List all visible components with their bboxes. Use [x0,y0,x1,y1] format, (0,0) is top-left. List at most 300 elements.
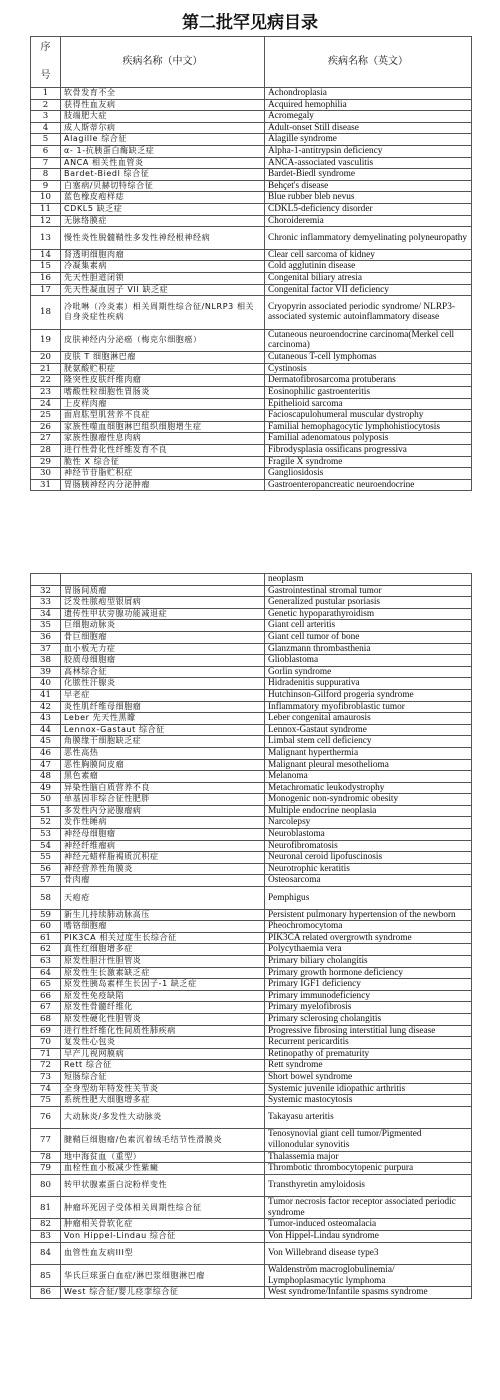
disease-name-zh: 蓝色橡皮疱样痣 [61,192,265,204]
disease-name-zh: 真性红细胞增多症 [61,944,265,956]
disease-name-zh: 肿瘤坏死因子受体相关周期性综合征 [61,1197,265,1219]
disease-name-en: Neurofibromatosis [265,840,472,852]
table-row [31,620,472,632]
table-row [31,932,472,944]
row-number: 8 [31,169,61,181]
table-row [31,284,472,296]
row-number: 19 [31,329,61,352]
disease-name-zh: 原发性硬化性胆管炎 [61,1013,265,1025]
disease-name-en: Acromegaly [265,111,472,123]
disease-name-zh: 胱氨酸贮积症 [61,363,265,375]
row-number: 59 [31,909,61,921]
row-number: 4 [31,122,61,134]
disease-name-zh: 胶质母细胞瘤 [61,655,265,667]
row-number: 45 [31,736,61,748]
disease-name-zh: 骨肉瘤 [61,875,265,887]
disease-name-en: Neuroblastoma [265,829,472,841]
page-title: 第二批罕见病目录 [182,13,318,33]
disease-name-en: Primary myelofibrosis [265,1002,472,1014]
disease-name-zh: 短肠综合征 [61,1071,265,1083]
header-number: 序 号 [31,37,61,88]
row-number: 5 [31,134,61,146]
disease-name-zh: 肾透明细胞肉瘤 [61,249,265,261]
disease-name-zh: 原发性生长激素缺乏症 [61,967,265,979]
disease-name-zh: 大动脉炎/多发性大动脉炎 [61,1106,265,1129]
disease-name-zh: 新生儿持续肺动脉高压 [61,909,265,921]
table-row [31,1106,472,1129]
disease-name-zh: Bardet-Biedl 综合征 [61,169,265,181]
disease-name-zh: 系统性肥大细胞增多症 [61,1095,265,1107]
disease-name-en: Multiple endocrine neoplasia [265,805,472,817]
table-row [31,1174,472,1197]
disease-name-en: Choroideremia [265,215,472,227]
row-number: 41 [31,689,61,701]
disease-name-zh: 角膜缘干细胞缺乏症 [61,736,265,748]
row-number: 18 [31,296,61,330]
row-number: 36 [31,631,61,643]
row-number: 26 [31,421,61,433]
disease-name-zh: 进行性骨化性纤维发育不良 [61,445,265,457]
disease-name-en: CDKL5-deficiency disorder [265,203,472,215]
disease-name-en: Neuronal ceroid lipofuscinosis [265,852,472,864]
table-row [31,363,472,375]
table-row [31,875,472,887]
disease-name-zh: 原发性骨髓纤维化 [61,1002,265,1014]
disease-name-en: Gangliosidosis [265,468,472,480]
disease-name-en: Leber congenital amaurosis [265,713,472,725]
table-row [31,655,472,667]
table-row [31,433,472,445]
table-row [31,852,472,864]
disease-name-en: Clear cell sarcoma of kidney [265,249,472,261]
disease-name-zh: 胃肠间质瘤 [61,585,265,597]
disease-name-zh: Rett 综合征 [61,1060,265,1072]
table-row [31,1219,472,1231]
disease-name-zh: PIK3CA 相关过度生长综合征 [61,932,265,944]
row-number: 31 [31,479,61,491]
disease-name-en: Cutaneous neuroendocrine carcinoma(Merkel cell carcinoma) [265,329,472,352]
disease-name-en: Glanzmann thrombasthenia [265,643,472,655]
disease-name-zh: 神经节苷脂贮积症 [61,468,265,480]
row-number: 6 [31,145,61,157]
disease-name-zh: 恶性高热 [61,747,265,759]
disease-name-zh: 骨巨细胞瘤 [61,631,265,643]
disease-name-en: Acquired hemophilia [265,99,472,111]
disease-name-en: Takayasu arteritis [265,1106,472,1129]
row-number: 24 [31,398,61,410]
table-row [31,134,472,146]
table-row [31,585,472,597]
row-number: 22 [31,375,61,387]
disease-name-zh: 进行性纤维化性间质性肺疾病 [61,1025,265,1037]
table-row [31,747,472,759]
table-header [31,37,472,88]
table-row [31,203,472,215]
disease-name-en: Osteosarcoma [265,875,472,887]
disease-name-en: Monogenic non-syndromic obesity [265,794,472,806]
row-number: 21 [31,363,61,375]
row-number: 30 [31,468,61,480]
disease-name-zh: 化脓性汗腺炎 [61,678,265,690]
row-number: 84 [31,1242,61,1265]
disease-name-zh: 脆性 X 综合征 [61,456,265,468]
row-number: 38 [31,655,61,667]
row-number: 68 [31,1013,61,1025]
disease-name-en: Transthyretin amyloidosis [265,1174,472,1197]
header-english-name: 疾病名称（英文） [265,37,472,88]
row-number: 15 [31,261,61,273]
table-row [31,678,472,690]
disease-name-en: Melanoma [265,771,472,783]
row-number: 71 [31,1048,61,1060]
disease-name-zh: 原发性胆汁性胆管炎 [61,956,265,968]
table-row [31,1048,472,1060]
disease-name-en: neoplasm [265,574,472,586]
disease-name-zh: 软骨发育不全 [61,88,265,100]
table-row [31,805,472,817]
disease-name-zh: 巨细胞动脉炎 [61,620,265,632]
disease-name-zh: 家族性噬血细胞淋巴组织细胞增生症 [61,421,265,433]
table-row [31,782,472,794]
row-number: 55 [31,852,61,864]
row-number: 65 [31,979,61,991]
table-row [31,1129,472,1151]
row-number: 63 [31,956,61,968]
disease-name-zh: Von Hippel-Lindau 综合征 [61,1231,265,1243]
row-number: 10 [31,192,61,204]
table-row [31,1095,472,1107]
row-number: 70 [31,1037,61,1049]
disease-name-en: Von Willebrand disease type3 [265,1242,472,1265]
row-number: 51 [31,805,61,817]
table-row [31,456,472,468]
table-row [31,1265,472,1287]
disease-name-en: ANCA-associated vasculitis [265,157,472,169]
disease-name-zh: 获得性血友病 [61,99,265,111]
row-number: 52 [31,817,61,829]
row-number: 61 [31,932,61,944]
disease-name-zh: 地中海贫血（重型） [61,1151,265,1163]
disease-name-zh: 嗜铬细胞瘤 [61,921,265,933]
disease-name-zh: ANCA 相关性血管炎 [61,157,265,169]
disease-name-en: Polycythaemia vera [265,944,472,956]
table-row [31,597,472,609]
row-number: 1 [31,88,61,100]
disease-name-en: Gastrointestinal stromal tumor [265,585,472,597]
disease-name-en: Pemphigus [265,887,472,910]
row-number: 33 [31,597,61,609]
disease-name-en: Malignant pleural mesothelioma [265,759,472,771]
disease-name-en: Cutaneous T-cell lymphomas [265,352,472,364]
disease-name-en: West syndrome/Infantile spasms syndrome [265,1287,472,1299]
table-row [31,296,472,330]
row-number: 39 [31,666,61,678]
table-row [31,713,472,725]
disease-name-en: Familial hemophagocytic lymphohistiocytosis [265,421,472,433]
disease-name-zh: 白塞病/贝赫切特综合征 [61,180,265,192]
header-chinese-name: 疾病名称（中文） [61,37,265,88]
disease-name-en: PIK3CA related overgrowth syndrome [265,932,472,944]
disease-name-en: Thrombotic thrombocytopenic purpura [265,1163,472,1175]
rare-disease-table-part1 [30,36,472,491]
disease-name-en: Metachromatic leukodystrophy [265,782,472,794]
row-number: 62 [31,944,61,956]
disease-name-zh: 皮肤 T 细胞淋巴瘤 [61,352,265,364]
disease-name-en: Waldenström macroglobulinemia/ Lymphoplasmacytic lymphoma [265,1265,472,1287]
disease-name-zh: 单基因非综合征性肥胖 [61,794,265,806]
table-row [31,840,472,852]
table-row [31,887,472,910]
disease-name-en: Systemic juvenile idiopathic arthritis [265,1083,472,1095]
table-row [31,1231,472,1243]
disease-name-en: Hutchinson-Gilford progeria syndrome [265,689,472,701]
disease-name-zh: 家族性腺瘤性息肉病 [61,433,265,445]
row-number: 85 [31,1265,61,1287]
table-row [31,192,472,204]
table-row [31,967,472,979]
row-number: 76 [31,1106,61,1129]
table-row [31,990,472,1002]
row-number: 28 [31,445,61,457]
row-number: 32 [31,585,61,597]
table-row [31,1242,472,1265]
row-number: 46 [31,747,61,759]
row-number: 20 [31,352,61,364]
disease-name-zh: 隆突性皮肤纤维肉瘤 [61,375,265,387]
row-number: 2 [31,99,61,111]
row-number: 64 [31,967,61,979]
rare-disease-table-part2 [30,573,472,1299]
disease-name-en: Pheochromocytoma [265,921,472,933]
row-number: 58 [31,887,61,910]
row-number: 81 [31,1197,61,1219]
table-row [31,169,472,181]
disease-name-en: Genetic hypoparathyroidism [265,608,472,620]
disease-name-en: Systemic mastocytosis [265,1095,472,1107]
table-row [31,736,472,748]
table-row [31,272,472,284]
table-row [31,421,472,433]
table-row [31,829,472,841]
disease-name-en: Progressive fibrosing interstitial lung disease [265,1025,472,1037]
row-number: 49 [31,782,61,794]
disease-name-en: Neurotrophic keratitis [265,863,472,875]
disease-name-zh: 冷凝集素病 [61,261,265,273]
disease-name-zh: 遗传性甲状旁腺功能减退症 [61,608,265,620]
table-row [31,180,472,192]
disease-name-zh: 神经纤维瘤病 [61,840,265,852]
row-number: 75 [31,1095,61,1107]
row-number: 53 [31,829,61,841]
table-row [31,863,472,875]
disease-name-en: Gorlin syndrome [265,666,472,678]
disease-name-en: Primary sclerosing cholangitis [265,1013,472,1025]
table-row [31,724,472,736]
row-number: 27 [31,433,61,445]
table-row [31,1083,472,1095]
disease-name-zh: 复发性心包炎 [61,1037,265,1049]
disease-name-en: Hidradenitis suppurativa [265,678,472,690]
disease-name-en: Recurrent pericarditis [265,1037,472,1049]
disease-name-zh: 胃肠胰神经内分泌肿瘤 [61,479,265,491]
row-number: 66 [31,990,61,1002]
table-row [31,352,472,364]
disease-name-zh: 转甲状腺素蛋白淀粉样变性 [61,1174,265,1197]
row-number: 83 [31,1231,61,1243]
disease-name-en: Cryopyrin associated periodic syndrome/ NLRP3-associated systemic autoinflammatory disease [265,296,472,330]
row-number: 79 [31,1163,61,1175]
row-number: 48 [31,771,61,783]
table-row [31,410,472,422]
table-row [31,1002,472,1014]
table-row [31,701,472,713]
row-number: 72 [31,1060,61,1072]
row-number: 74 [31,1083,61,1095]
disease-name-en: Familial adenomatous polyposis [265,433,472,445]
disease-name-en: Fibrodysplasia ossificans progressiva [265,445,472,457]
disease-name-zh: 神经母细胞瘤 [61,829,265,841]
table-row [31,666,472,678]
disease-name-zh [61,574,265,586]
disease-name-zh: 神经营养性角膜炎 [61,863,265,875]
row-number: 47 [31,759,61,771]
disease-name-zh: 多发性内分泌腺瘤病 [61,805,265,817]
table-row [31,631,472,643]
row-number: 11 [31,203,61,215]
row-number: 14 [31,249,61,261]
row-number: 54 [31,840,61,852]
disease-name-en: Von Hippel-Lindau syndrome [265,1231,472,1243]
disease-name-en: Tenosynovial giant cell tumor/Pigmented villonodular synovitis [265,1129,472,1151]
table-row [31,157,472,169]
disease-name-zh: CDKL5 缺乏症 [61,203,265,215]
disease-name-en: Alagille syndrome [265,134,472,146]
row-number: 9 [31,180,61,192]
table-row [31,88,472,100]
disease-name-zh: 高林综合征 [61,666,265,678]
table-row [31,608,472,620]
disease-name-en: Chronic inflammatory demyelinating polyneuropathy [265,227,472,250]
disease-name-zh: 全身型幼年特发性关节炎 [61,1083,265,1095]
disease-name-zh: 泛发性脓疱型银屑病 [61,597,265,609]
row-number: 60 [31,921,61,933]
disease-name-en: Alpha-1-antitrypsin deficiency [265,145,472,157]
disease-name-en: Blue rubber bleb nevus [265,192,472,204]
disease-name-en: Gastroenteropancreatic neuroendocrine [265,479,472,491]
disease-name-en: Cold agglutinin disease [265,261,472,273]
table-row [31,817,472,829]
table-row [31,375,472,387]
disease-name-zh: 血管性血友病III型 [61,1242,265,1265]
disease-name-zh: 腱鞘巨细胞瘤/色素沉着绒毛结节性滑膜炎 [61,1129,265,1151]
disease-name-en: Fragile X syndrome [265,456,472,468]
disease-name-en: Adult-onset Still disease [265,122,472,134]
disease-name-zh: 上皮样肉瘤 [61,398,265,410]
disease-name-zh: 先天性凝血因子 VII 缺乏症 [61,284,265,296]
disease-name-en: Limbal stem cell deficiency [265,736,472,748]
disease-name-zh: 恶性胸膜间皮瘤 [61,759,265,771]
disease-name-zh: 先天性胆道闭锁 [61,272,265,284]
disease-name-en: Congenital factor VII deficiency [265,284,472,296]
row-number: 78 [31,1151,61,1163]
disease-name-zh: 炎性肌纤维母细胞瘤 [61,701,265,713]
disease-name-en: Dermatofibrosarcoma protuberans [265,375,472,387]
table-row [31,909,472,921]
table-row [31,398,472,410]
disease-name-zh: 黑色素瘤 [61,771,265,783]
disease-name-en: Cystinosis [265,363,472,375]
row-number: 34 [31,608,61,620]
disease-name-en: Behçet's disease [265,180,472,192]
disease-name-zh: 肢端肥大症 [61,111,265,123]
table-row [31,1151,472,1163]
table-row [31,1060,472,1072]
table-row [31,771,472,783]
table-row [31,468,472,480]
disease-name-en: Primary growth hormone deficiency [265,967,472,979]
disease-name-en: Rett syndrome [265,1060,472,1072]
disease-name-zh: 原发性胰岛素样生长因子-1 缺乏症 [61,979,265,991]
disease-name-zh: Lennox-Gastaut 综合征 [61,724,265,736]
table-row [31,261,472,273]
table-row [31,1287,472,1299]
disease-name-en: Primary biliary cholangitis [265,956,472,968]
disease-name-zh: 天疱疮 [61,887,265,910]
disease-name-zh: 异染性脑白质营养不良 [61,782,265,794]
disease-name-zh: 嗜酸性粒细胞性胃肠炎 [61,387,265,399]
table-row [31,1197,472,1219]
disease-name-zh: 血小板无力症 [61,643,265,655]
table-row [31,215,472,227]
disease-name-en: Lennox-Gastaut syndrome [265,724,472,736]
row-number: 40 [31,678,61,690]
table-row [31,1013,472,1025]
row-number: 42 [31,701,61,713]
row-number: 23 [31,387,61,399]
disease-name-zh: 神经元蜡样脂褐质沉积症 [61,852,265,864]
table-row [31,479,472,491]
disease-name-en: Narcolepsy [265,817,472,829]
disease-name-zh: 冷吡啉（冷炎素）相关周期性综合征/NLRP3 相关自身炎症性疾病 [61,296,265,330]
row-number: 12 [31,215,61,227]
disease-name-en: Facioscapulohumeral muscular dystrophy [265,410,472,422]
disease-name-en: Malignant hyperthermia [265,747,472,759]
disease-name-en: Achondroplasia [265,88,472,100]
table-row [31,145,472,157]
disease-name-en: Persistent pulmonary hypertension of the newborn [265,909,472,921]
table-row [31,111,472,123]
disease-name-zh: Alagille 综合征 [61,134,265,146]
row-number: 50 [31,794,61,806]
disease-name-en: Primary immunodeficiency [265,990,472,1002]
disease-name-zh: 皮肤神经内分泌癌（梅克尔细胞癌） [61,329,265,352]
disease-name-en: Tumor necrosis factor receptor associated periodic syndrome [265,1197,472,1219]
disease-name-en: Inflammatory myofibroblastic tumor [265,701,472,713]
disease-name-en: Primary IGF1 deficiency [265,979,472,991]
row-number: 7 [31,157,61,169]
table-row [31,99,472,111]
table-row [31,979,472,991]
row-number: 86 [31,1287,61,1299]
table-row [31,759,472,771]
disease-name-zh: 肿瘤相关骨软化症 [61,1219,265,1231]
row-number: 13 [31,227,61,250]
disease-name-zh: 无脉络膜症 [61,215,265,227]
row-number: 44 [31,724,61,736]
row-number: 35 [31,620,61,632]
row-number: 57 [31,875,61,887]
row-number: 56 [31,863,61,875]
